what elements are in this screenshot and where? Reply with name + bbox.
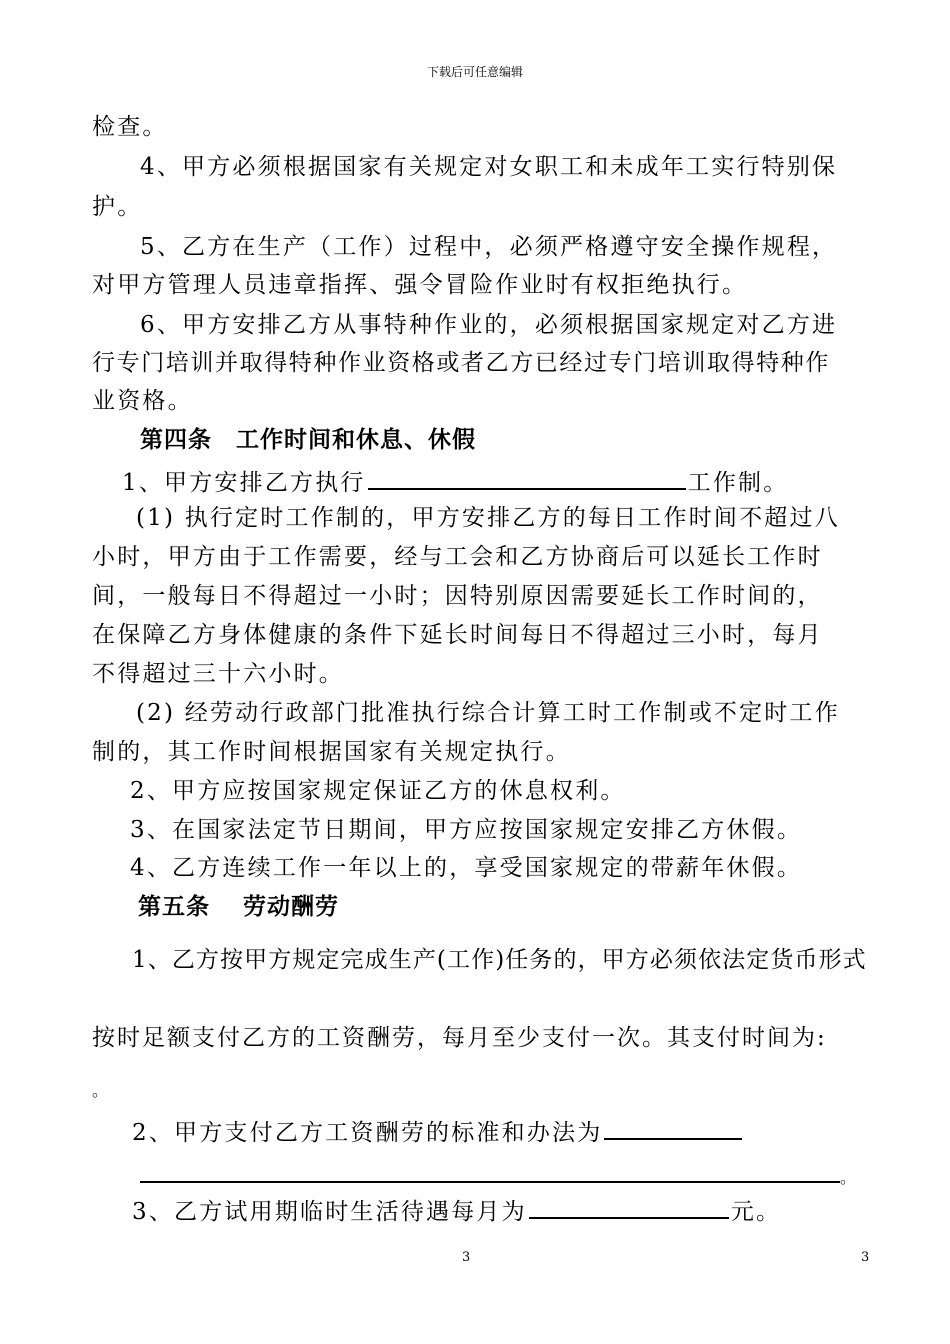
body-line: 1、乙方按甲方规定完成生产(工作)任务的，甲方必须依法定货币形式 [132,947,867,973]
page-number-right: 3 [861,1250,870,1265]
wage-standard-blank[interactable] [604,1114,742,1140]
work-system-line [122,464,788,498]
page-number-center: 3 [462,1250,471,1265]
work-system-blank[interactable] [368,464,686,490]
page-header: 下载后可任意编辑 [426,65,523,79]
probation-pay-suffix: 元。 [730,1199,782,1225]
probation-pay-prefix: 3、乙方试用期临时生活待遇每月为 [132,1199,527,1225]
work-system-suffix: 工作制。 [687,470,789,496]
body-line: 行专门培训并取得特种作业资格或者乙方已经过专门培训取得特种作 [92,350,830,376]
body-line: 2、甲方应按国家规定保证乙方的休息权利。 [130,778,626,804]
body-line: 不得超过三十六小时。 [92,661,344,687]
wage-standard-prefix: 2、甲方支付乙方工资酬劳的标准和办法为 [132,1120,603,1146]
body-line: 业资格。 [92,388,193,414]
body-line: 4、乙方连续工作一年以上的，享受国家规定的带薪年休假。 [130,855,803,881]
probation-pay-blank[interactable] [529,1193,729,1219]
body-line: (2) 经劳动行政部门批准执行综合计算工时工作制或不定时工作 [136,700,840,726]
wage-standard-continuation [140,1157,858,1193]
body-line: 4、甲方必须根据国家有关规定对女职工和未成年工实行特别保 [140,154,838,180]
body-line: 6、甲方安排乙方从事特种作业的，必须根据国家规定对乙方进 [140,312,838,338]
body-line: 小时，甲方由于工作需要，经与工会和乙方协商后可以延长工作时 [92,544,823,570]
section-heading: 第五条 劳动酬劳 [138,894,340,920]
probation-pay-line [132,1193,781,1227]
body-line: 5、乙方在生产（工作）过程中，必须严格遵守安全操作规程， [140,234,838,260]
wage-standard-blank-2[interactable] [140,1157,840,1183]
body-line: 。 [92,1081,111,1100]
body-line: (1) 执行定时工作制的，甲方安排乙方的每日工作时间不超过八 [136,505,840,531]
body-line: 制的，其工作时间根据国家有关规定执行。 [92,739,571,765]
wage-standard-end: 。 [840,1168,859,1187]
body-line: 对甲方管理人员违章指挥、强令冒险作业时有权拒绝执行。 [92,272,748,298]
work-system-prefix: 1、甲方安排乙方执行 [122,470,366,496]
body-line: 间，一般每日不得超过一小时；因特别原因需要延长工作时间的， [92,583,823,609]
section-heading: 第四条 工作时间和休息、休假 [140,427,476,453]
body-line: 护。 [92,194,143,220]
body-line: 检查。 [92,114,168,140]
wage-standard-line [132,1114,744,1148]
body-line: 在保障乙方身体健康的条件下延长时间每日不得超过三小时，每月 [92,622,823,648]
body-line: 按时足额支付乙方的工资酬劳，每月至少支付一次。其支付时间为: [92,1025,827,1051]
body-line: 3、在国家法定节日期间，甲方应按国家规定安排乙方休假。 [130,817,803,843]
